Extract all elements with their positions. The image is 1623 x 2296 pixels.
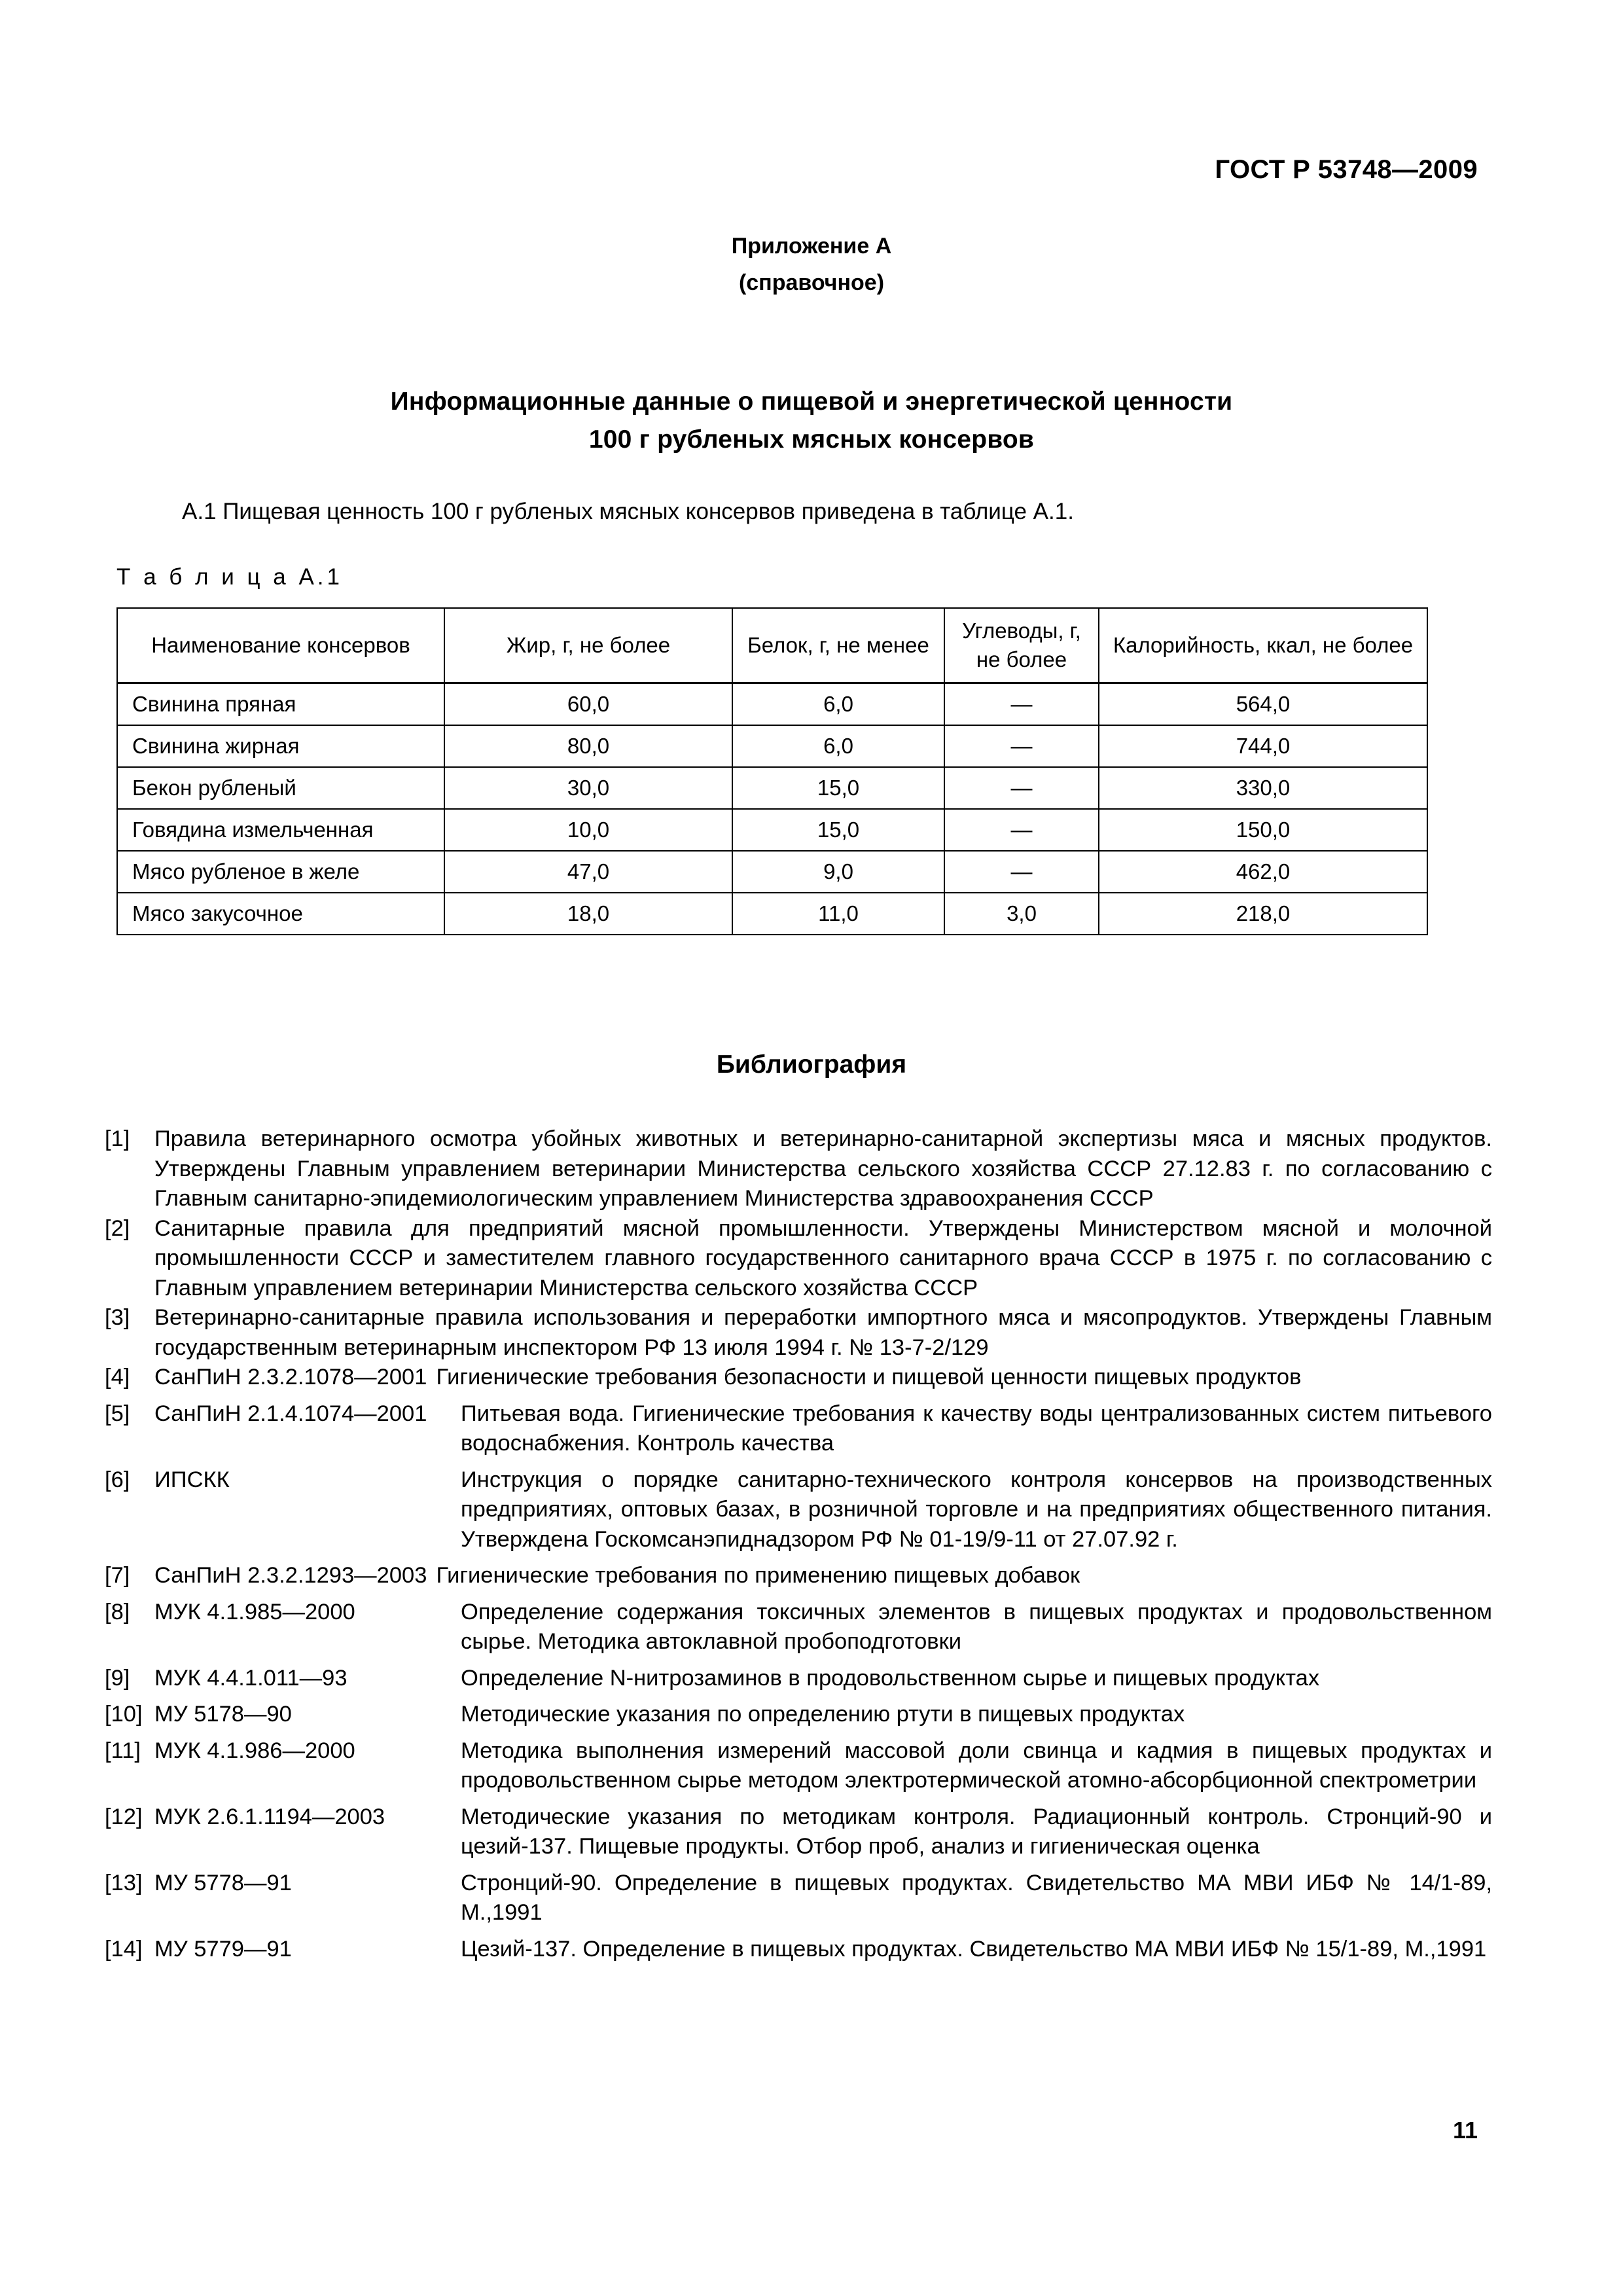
bibliography-entry	[105, 1561, 1492, 1591]
bib-entry-number: [7]	[105, 1563, 130, 1588]
column-header-calories: Калорийность, ккал, не более	[1099, 608, 1427, 683]
cell-calories: 462,0	[1099, 851, 1427, 893]
cell-fat: 80,0	[444, 725, 732, 767]
bibliography-entry	[105, 1214, 1492, 1304]
bib-entry-number: [3]	[105, 1305, 130, 1330]
page-title-line-1: Информационные данные о пищевой и энергетической ценности	[390, 387, 1233, 416]
bib-entry-number: [8]	[105, 1599, 130, 1624]
table-header-row	[117, 608, 1427, 683]
cell-calories: 218,0	[1099, 893, 1427, 935]
bib-entry-text: Определение содержания токсичных элементов в пищевых продуктах и продовольственном сырье. Методика автоклавной пробоподготовки	[461, 1599, 1492, 1654]
bib-entry-text: Цезий-137. Определение в пищевых продуктах. Свидетельство МА МВИ ИБФ № 15/1-89, М.,1991	[461, 1936, 1487, 1962]
bibliography-entry	[105, 1399, 1492, 1459]
page-number: 11	[1452, 2117, 1478, 2144]
table-row	[117, 893, 1427, 935]
bibliography-entry	[105, 1736, 1492, 1796]
cell-fat: 60,0	[444, 683, 732, 726]
cell-protein: 15,0	[732, 809, 944, 851]
cell-protein: 11,0	[732, 893, 944, 935]
bib-entry-code: СанПиН 2.1.4.1074—2001	[154, 1401, 427, 1426]
bib-entry-code: МУ 5178—90	[154, 1702, 292, 1727]
bibliography-entry	[105, 1465, 1492, 1555]
bibliography-heading: Библиография	[716, 1050, 907, 1079]
table-row	[117, 683, 1427, 726]
bib-entry-number: [5]	[105, 1401, 130, 1426]
cell-carbs: —	[944, 767, 1099, 809]
bib-entry-code: МУК 4.1.985—2000	[154, 1599, 355, 1624]
bib-entry-code: СанПиН 2.3.2.1293—2003	[154, 1563, 427, 1588]
page-title-line-2: 100 г рубленых мясных консервов	[588, 425, 1035, 454]
bibliography-entry	[105, 1700, 1492, 1730]
table-row	[117, 809, 1427, 851]
cell-calories: 330,0	[1099, 767, 1427, 809]
page-title	[0, 383, 1623, 459]
bib-entry-text: Методические указания по методикам контроля. Радиационный контроль. Стронций-90 и цезий-137. Пищевые продукты. Отбор проб, анализ и гигиеническая оценка	[461, 1804, 1492, 1859]
bibliography-entry	[105, 1598, 1492, 1657]
annex-label: Приложение А	[731, 234, 892, 259]
bibliography-entry	[105, 1664, 1492, 1694]
cell-carbs: —	[944, 809, 1099, 851]
bibliography-entry	[105, 1935, 1492, 1965]
table-row	[117, 851, 1427, 893]
column-header-carbs: Углеводы, г, не более	[944, 608, 1099, 683]
clause-a1-text: А.1 Пищевая ценность 100 г рубленых мясных консервов приведена в таблице А.1.	[182, 499, 1074, 524]
cell-fat: 30,0	[444, 767, 732, 809]
bib-entry-code: ИПСКК	[154, 1467, 230, 1492]
cell-product-name: Бекон рубленый	[117, 767, 444, 809]
cell-product-name: Мясо закусочное	[117, 893, 444, 935]
cell-calories: 150,0	[1099, 809, 1427, 851]
bib-entry-text: Методика выполнения измерений массовой доли свинца и кадмия в пищевых продуктах и продовольственном сырье методом электротермической атомно-абсорбционной спектрометрии	[461, 1738, 1492, 1793]
cell-product-name: Свинина пряная	[117, 683, 444, 726]
bib-entry-text: Определение N-нитрозаминов в продовольственном сырье и пищевых продуктах	[461, 1665, 1320, 1691]
cell-protein: 6,0	[732, 725, 944, 767]
bib-entry-text: Гигиенические требования по применению пищевых добавок	[436, 1563, 1080, 1588]
bibliography-entry	[105, 1363, 1492, 1393]
bib-entry-number: [14]	[105, 1936, 143, 1962]
bib-entry-text: Инструкция о порядке санитарно-технического контроля консервов на производственных предприятиях, оптовых базах, в розничной торговле и на предприятиях общественного питания. Утверждена Госкомсанэпиднадзором РФ № 01-19/9-11 от 27.07.92 г.	[461, 1467, 1492, 1552]
annex-heading	[0, 228, 1623, 301]
bib-entry-number: [11]	[105, 1738, 141, 1763]
cell-calories: 564,0	[1099, 683, 1427, 726]
column-header-protein: Белок, г, не менее	[732, 608, 944, 683]
nutrition-table	[116, 607, 1428, 935]
bib-entry-number: [12]	[105, 1804, 143, 1829]
cell-carbs: —	[944, 725, 1099, 767]
cell-fat: 47,0	[444, 851, 732, 893]
cell-carbs: 3,0	[944, 893, 1099, 935]
cell-product-name: Мясо рубленое в желе	[117, 851, 444, 893]
column-header-fat: Жир, г, не более	[444, 608, 732, 683]
cell-carbs: —	[944, 683, 1099, 726]
bib-entry-text: Ветеринарно-санитарные правила использования и переработки импортного мяса и мясопродуктов. Утверждены Главным государственным ветеринарным инспектором РФ 13 июля 1994 г. № 13-7-2/129	[154, 1305, 1492, 1360]
cell-fat: 18,0	[444, 893, 732, 935]
bib-entry-number: [6]	[105, 1467, 130, 1492]
bibliography-entry	[105, 1124, 1492, 1214]
table-caption: Т а б л и ц а А.1	[116, 564, 343, 590]
cell-fat: 10,0	[444, 809, 732, 851]
table-row	[117, 725, 1427, 767]
table-row	[117, 767, 1427, 809]
bib-entry-text: Методические указания по определению ртути в пищевых продуктах	[461, 1702, 1185, 1727]
cell-carbs: —	[944, 851, 1099, 893]
bib-entry-text: Питьевая вода. Гигиенические требования к качеству воды централизованных систем питьевого водоснабжения. Контроль качества	[461, 1401, 1492, 1456]
cell-protein: 6,0	[732, 683, 944, 726]
bib-entry-code: СанПиН 2.3.2.1078—2001	[154, 1365, 427, 1390]
cell-protein: 15,0	[732, 767, 944, 809]
annex-kind: (справочное)	[738, 270, 885, 295]
bib-entry-code: МУК 4.1.986—2000	[154, 1738, 355, 1763]
bibliography-entry	[105, 1869, 1492, 1928]
bib-entry-text: Гигиенические требования безопасности и пищевой ценности пищевых продуктов	[436, 1365, 1302, 1390]
bib-entry-number: [4]	[105, 1365, 130, 1390]
bib-entry-text: Санитарные правила для предприятий мясной промышленности. Утверждены Министерством мясной и молочной промышленности СССР и заместителем главного государственного санитарного врача СССР в 1975 г. по согласованию с Главным управлением ветеринарии Министерства сельского хозяйства СССР	[154, 1215, 1492, 1300]
bib-entry-number: [2]	[105, 1215, 130, 1241]
bib-entry-text: Правила ветеринарного осмотра убойных животных и ветеринарно-санитарной экспертизы мяса и мясных продуктов. Утверждены Главным управлением ветеринарии Министерства сельского хозяйства СССР 27.12.83 г. по согласованию с Главным санитарно-эпидемиологическим управлением Министерства здравоохранения СССР	[154, 1126, 1492, 1211]
bibliography-entry	[105, 1803, 1492, 1862]
column-header-name: Наименование консервов	[117, 608, 444, 683]
bib-entry-code: МУК 4.4.1.011—93	[154, 1665, 348, 1691]
bib-entry-text: Стронций-90. Определение в пищевых продуктах. Свидетельство МА МВИ ИБФ № 14/1-89, М.,1991	[461, 1870, 1492, 1925]
bibliography-entry	[105, 1303, 1492, 1363]
cell-calories: 744,0	[1099, 725, 1427, 767]
bib-entry-number: [13]	[105, 1870, 143, 1895]
bib-entry-code: МУ 5778—91	[154, 1870, 292, 1895]
cell-product-name: Свинина жирная	[117, 725, 444, 767]
standard-number-header: ГОСТ Р 53748—2009	[1215, 155, 1478, 184]
bibliography-list	[105, 1124, 1492, 1964]
bib-entry-number: [9]	[105, 1665, 130, 1691]
bib-entry-number: [1]	[105, 1126, 130, 1151]
cell-product-name: Говядина измельченная	[117, 809, 444, 851]
bib-entry-number: [10]	[105, 1702, 143, 1727]
cell-protein: 9,0	[732, 851, 944, 893]
bib-entry-code: МУ 5779—91	[154, 1936, 292, 1962]
bib-entry-code: МУК 2.6.1.1194—2003	[154, 1804, 385, 1829]
